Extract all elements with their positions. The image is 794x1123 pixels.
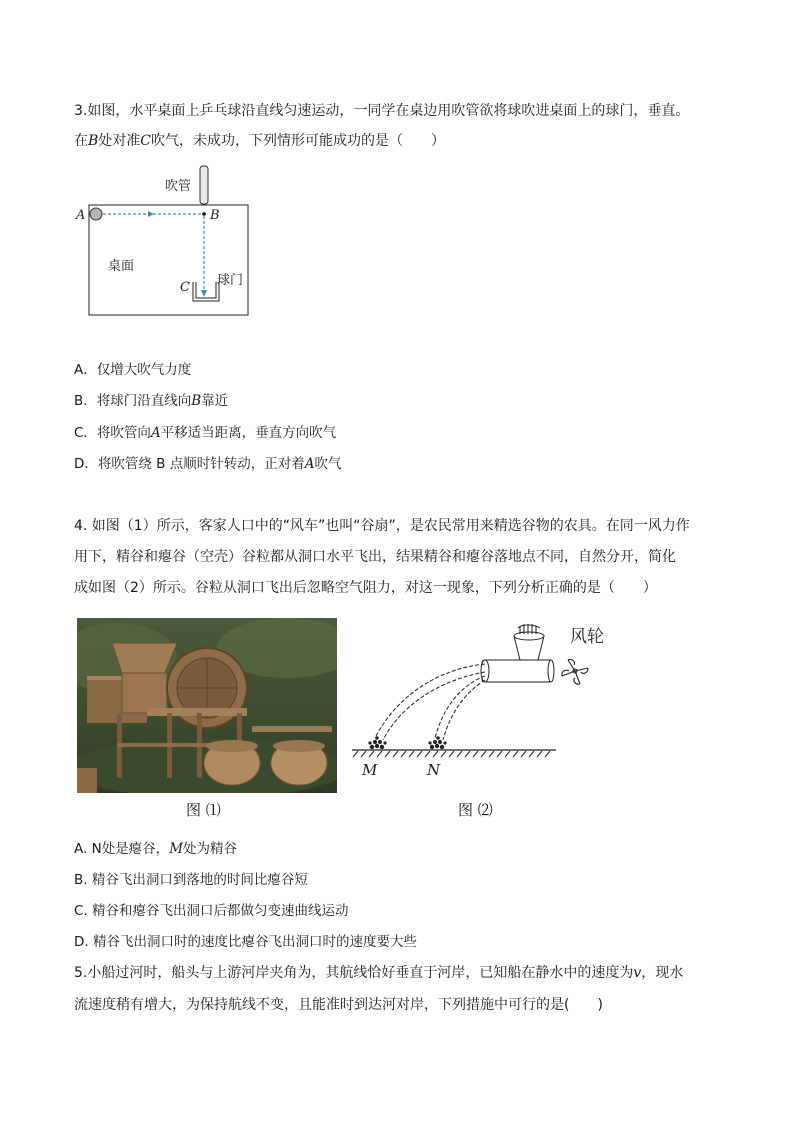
q5-stem-line1 [74, 963, 683, 983]
q3-stem-line2 [74, 131, 445, 151]
winnowing-machine-photo [77, 618, 337, 793]
option-text: A．仅增大吹气力度 [74, 362, 192, 378]
q4-option-b[interactable] [74, 870, 308, 890]
option-point: A [150, 425, 161, 441]
option-text: 处为精谷 [183, 841, 238, 857]
q4-option-d[interactable] [74, 932, 417, 952]
option-point: A [304, 456, 315, 472]
q5-stem-text: ，现水 [641, 965, 684, 981]
q4-figure2 [350, 620, 620, 789]
q4-stem-line2: 用下，精谷和瘪谷（空壳）谷粒都从洞口水平飞出，结果精谷和瘪谷落地点不同，自然分开，简化 [74, 549, 676, 565]
figure1-caption: 图 ⑴ [186, 801, 221, 819]
wind-wheel-label: 风轮 [570, 627, 604, 647]
arrow-down-icon [201, 290, 207, 297]
q3-figure [70, 160, 260, 329]
q4-option-c[interactable] [74, 901, 349, 921]
grain-pile-m [368, 736, 386, 749]
q3-stem-text: 在 [74, 133, 88, 149]
q4-stem-line1: 4. 如图（1）所示，客家人口中的“风车”也叫“谷扇”，是农民常用来精选谷物的农具。在同一风力作 [74, 518, 690, 534]
goal-label: 球门 [217, 273, 244, 288]
option-text: A. N处是瘪谷， [74, 841, 170, 857]
q3-stem-text: 处对准 [98, 133, 141, 149]
tube-label: 吹管 [165, 179, 192, 194]
option-text: D. 精谷飞出洞口时的速度比瘪谷飞出洞口时的速度要大些 [74, 934, 417, 950]
q3-option-d[interactable] [74, 454, 342, 474]
q3-option-a[interactable] [74, 360, 191, 380]
q5-stem-line2: 流速度稍有增大，为保持航线不变，且能准时到达河对岸，下列措施中可行的是( ) [74, 997, 603, 1013]
q3-option-b[interactable] [74, 391, 228, 411]
option-text: C. 精谷和瘪谷飞出洞口后都做匀变速曲线运动 [74, 903, 349, 919]
option-text: B．将球门沿直线向 [74, 393, 192, 409]
option-text: 平移适当距离，垂直方向吹气 [160, 425, 337, 441]
q4-option-a[interactable] [74, 839, 237, 859]
label-a: A [76, 208, 86, 223]
q3-stem-text: 吹气，未成功，下列情形可能成功的是（ ） [151, 133, 446, 149]
q3-point-b: B [88, 133, 99, 149]
option-text: 吹气 [314, 456, 342, 472]
fan-wheel-icon [562, 659, 588, 684]
ball-icon [90, 208, 102, 220]
q4-stem-line3: 成如图（2）所示。谷粒从洞口飞出后忽略空气阻力，对这一现象，下列分析正确的是（ ） [74, 580, 657, 596]
table-label: 桌面 [108, 259, 135, 274]
q3-option-c[interactable] [74, 423, 336, 443]
option-text: D．将吹管绕 B 点顺时针转动，正对着 [74, 456, 305, 472]
q3-stem-line1: 3.如图，水平桌面上乒乓球沿直线匀速运动，一同学在桌边用吹管欲将球吹进桌面上的球门，垂直。 [74, 103, 690, 119]
ground-hatch [353, 751, 550, 757]
outlet-tube [482, 660, 552, 682]
q5-velocity-symbol: v [633, 965, 642, 981]
q3-point-c: C [140, 133, 152, 149]
label-n: N [427, 761, 441, 779]
q5-stem-text: 5.小船过河时，船头与上游河岸夹角为，其航线恰好垂直于河岸，已知船在静水中的速度为 [74, 965, 634, 981]
label-b: B [210, 208, 220, 223]
option-text: B. 精谷飞出洞口到落地的时间比瘪谷短 [74, 872, 308, 888]
blow-tube-icon [200, 166, 208, 204]
option-text: 靠近 [201, 393, 229, 409]
label-m: M [362, 761, 378, 779]
option-point: M [169, 841, 184, 857]
arrow-right-icon [148, 211, 154, 217]
option-text: C．将吹管向 [74, 425, 151, 441]
label-c: C [180, 280, 190, 295]
point-b [202, 212, 206, 216]
option-point: B [191, 393, 202, 409]
figure2-caption: 图 ⑵ [458, 801, 493, 819]
